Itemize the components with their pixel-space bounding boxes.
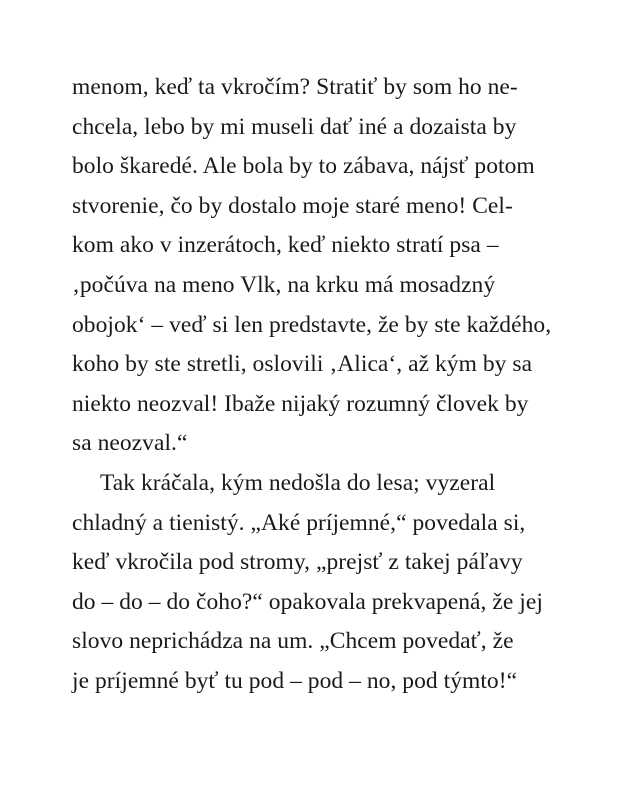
text-line-8: koho by ste stretli, oslovili ‚Alica‘, až kým by sa [72, 351, 533, 378]
text-line-10: sa neozval.“ [72, 430, 188, 457]
text-line-1: menom, keď ta vkročím? Stratiť by som ho ne- [72, 74, 518, 100]
text-line-2: chcela, lebo by mi museli dať iné a dozaista by [72, 113, 517, 140]
paragraph-start-line: Tak kráčala, kým nedošla do lesa; vyzeral [100, 469, 496, 496]
text-line-15: slovo neprichádza na um. „Chcem povedať, že [72, 628, 514, 655]
text-line-13: keď vkročila pod stromy, „prejsť z takej páľavy [72, 549, 523, 576]
text-line-4: stvorenie, čo by dostalo moje staré meno! Cel- [72, 192, 513, 219]
text-line-6: ‚počúva na meno Vlk, na krku má mosadzný [72, 271, 496, 298]
body-text [72, 68, 592, 702]
text-line-3: bolo škaredé. Ale bola by to zábava, nájsť potom [72, 153, 535, 180]
text-line-7: obojok‘ – veď si len predstavte, že by ste každého, [72, 311, 552, 338]
text-line-14: do – do – do čoho?“ opakovala prekvapená, že jej [72, 588, 543, 615]
text-line-16: je príjemné byť tu pod – pod – no, pod týmto!“ [72, 667, 518, 694]
text-line-5: kom ako v inzerátoch, keď niekto stratí psa – [72, 232, 499, 259]
text-line-12: chladný a tienistý. „Aké príjemné,“ povedala si, [72, 509, 526, 536]
text-line-9: niekto neozval! Ibaže nijaký rozumný človek by [72, 390, 529, 417]
